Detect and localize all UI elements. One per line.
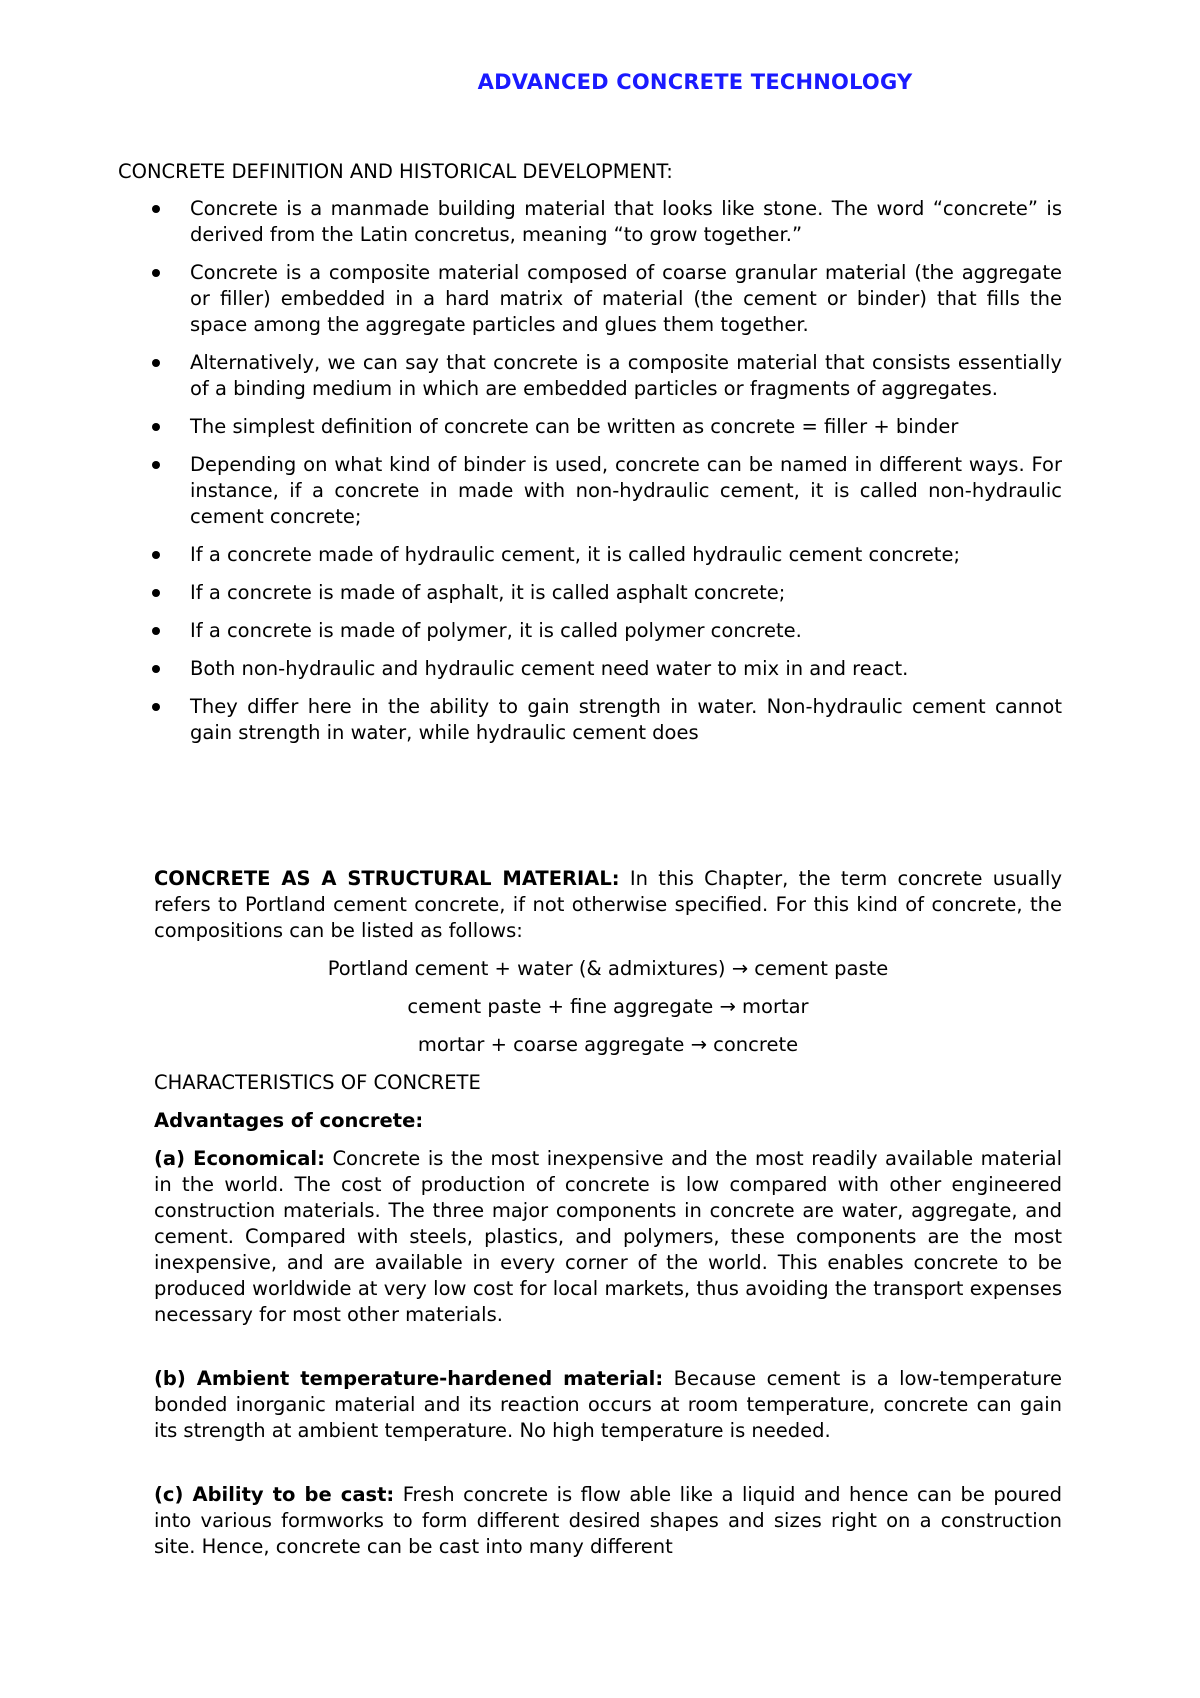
list-item (152, 618, 1062, 644)
list-item-text: If a concrete is made of asphalt, it is called asphalt concrete; (190, 581, 786, 604)
list-item (152, 452, 1062, 530)
advantage-text: Fresh concrete is flow able like a liquid and hence can be poured into various formworks to form different desired shapes and sizes right on a construction site. Hence, concrete can be cast into many different (154, 1483, 1062, 1558)
list-item-text: If a concrete made of hydraulic cement, it is called hydraulic cement concrete; (190, 543, 961, 566)
list-item (152, 580, 1062, 606)
section-heading-characteristics: CHARACTERISTICS OF CONCRETE (154, 1071, 481, 1094)
bullet-icon (152, 589, 160, 597)
bullet-icon (152, 269, 160, 277)
bullet-icon (152, 627, 160, 635)
advantage-text: Concrete is the most inexpensive and the most readily available material in the world. The cost of production of concrete is low compared with other engineered construction materials. The three major components in concrete are water, aggregate, and cement. Compared with steels, plastics, and polymers, these components are the most inexpensive, and are available in every corner of the world. This enables concrete to be produced worldwide at very low cost for local markets, thus avoiding the transport expenses necessary for most other materials. (154, 1147, 1063, 1326)
definition-bullet-list (152, 196, 1062, 758)
advantage-paragraph-ambient (154, 1366, 1062, 1444)
bullet-icon (152, 551, 160, 559)
advantage-text: Because cement is a low-temperature bonded inorganic material and its reaction occurs at room temperature, concrete can gain its strength at ambient temperature. No high temperature is needed. (154, 1367, 1062, 1442)
list-item (152, 414, 1062, 440)
structural-material-label: CONCRETE AS A STRUCTURAL MATERIAL: (154, 867, 620, 890)
bullet-icon (152, 359, 160, 367)
list-item (152, 542, 1062, 568)
list-item-text: Depending on what kind of binder is used, concrete can be named in different ways. For instance, if a concrete in made with non-hydraulic cement, it is called non-hydraulic cement concrete; (190, 453, 1062, 528)
composition-line: cement paste + fine aggregate → mortar (407, 995, 809, 1018)
bullet-icon (152, 461, 160, 469)
composition-line: mortar + coarse aggregate → concrete (417, 1033, 799, 1056)
advantages-heading: Advantages of concrete: (154, 1109, 424, 1132)
structural-material-paragraph (154, 866, 1062, 944)
bullet-icon (152, 423, 160, 431)
advantage-paragraph-cast (154, 1482, 1062, 1560)
advantage-label: (a) Economical: (154, 1147, 325, 1170)
list-item-text: Alternatively, we can say that concrete is a composite material that consists essentially of a binding medium in which are embedded particles or fragments of aggregates. (190, 351, 1062, 400)
advantage-label: (c) Ability to be cast: (154, 1483, 395, 1506)
bullet-icon (152, 665, 160, 673)
structural-material-text: In this Chapter, the term concrete usually refers to Portland cement concrete, if not otherwise specified. For this kind of concrete, the compositions can be listed as follows: (154, 867, 1062, 942)
list-item-text: The simplest definition of concrete can be written as concrete = filler + binder (190, 415, 959, 438)
section-heading-definition: CONCRETE DEFINITION AND HISTORICAL DEVELOPMENT: (118, 160, 673, 183)
bullet-icon (152, 205, 160, 213)
advantage-paragraph-economical (154, 1146, 1062, 1328)
list-item-text: Concrete is a composite material composed of coarse granular material (the aggregate or filler) embedded in a hard matrix of material (the cement or binder) that fills the space among the aggregate particles and glues them together. (190, 261, 1062, 336)
document-title: ADVANCED CONCRETE TECHNOLOGY (477, 70, 913, 94)
composition-line: Portland cement + water (& admixtures) → cement paste (327, 957, 889, 980)
list-item (152, 260, 1062, 338)
list-item-text: If a concrete is made of polymer, it is called polymer concrete. (190, 619, 802, 642)
list-item-text: Concrete is a manmade building material that looks like stone. The word “concrete” is derived from the Latin concretus, meaning “to grow together.” (190, 197, 1062, 246)
list-item (152, 656, 1062, 682)
bullet-icon (152, 703, 160, 711)
list-item (152, 196, 1062, 248)
list-item-text: Both non-hydraulic and hydraulic cement need water to mix in and react. (190, 657, 909, 680)
list-item-text: They differ here in the ability to gain strength in water. Non-hydraulic cement cannot gain strength in water, while hydraulic cement does (190, 695, 1062, 744)
advantage-label: (b) Ambient temperature-hardened material: (154, 1367, 664, 1390)
list-item (152, 694, 1062, 746)
list-item (152, 350, 1062, 402)
